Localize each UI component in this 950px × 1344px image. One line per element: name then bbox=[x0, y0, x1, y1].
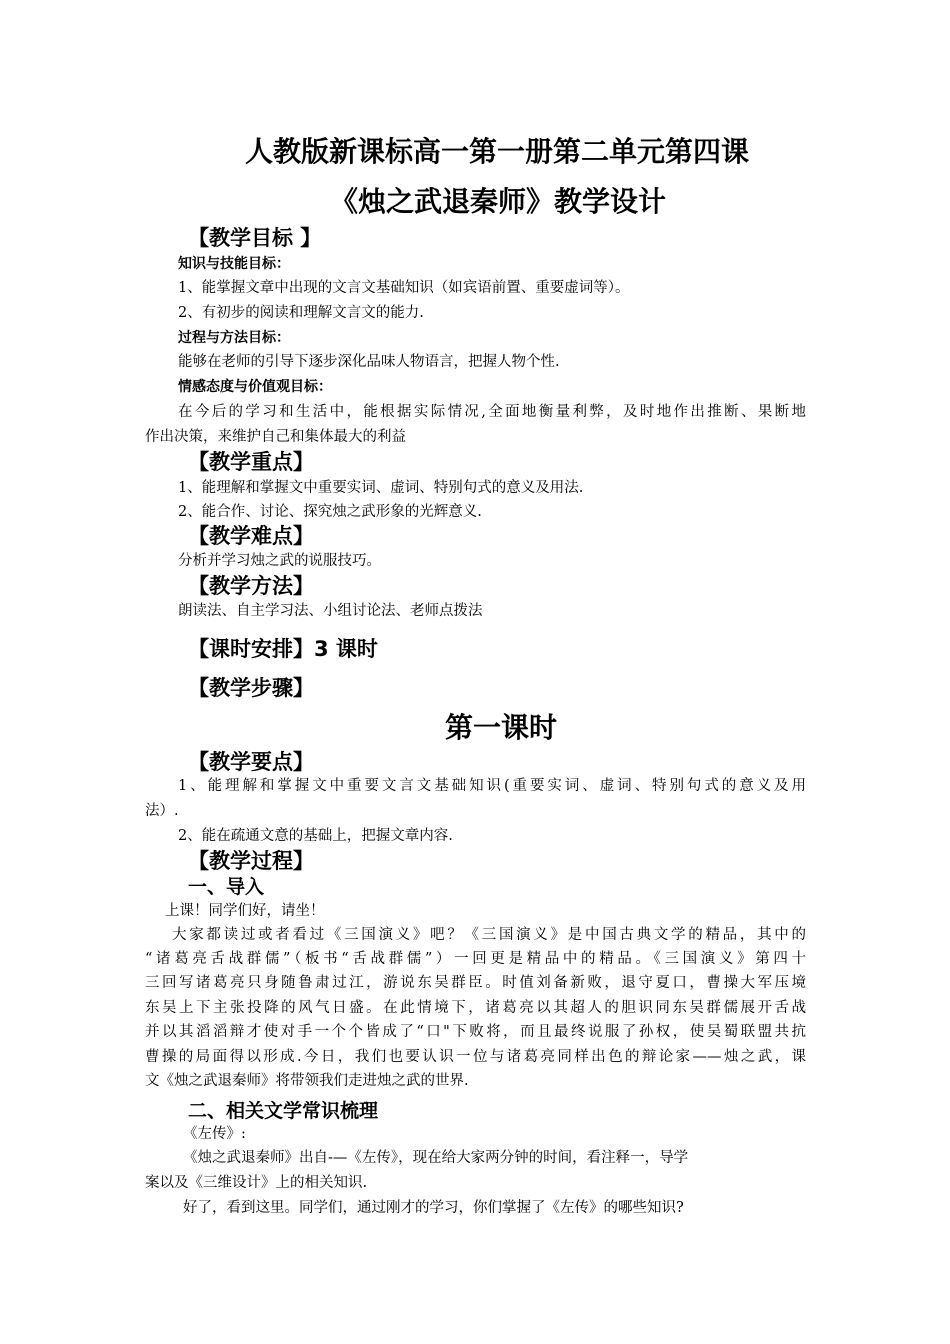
intro-paragraph-line-3: 三回写诸葛亮只身随鲁肃过江，游说东吴群臣。时值刘备新败，退守夏口，曹操大军压境 bbox=[145, 975, 806, 991]
essential-item-1-line-2: 法）. bbox=[145, 803, 179, 819]
knowledge-goal-item-1: 1、能掌握文章中出现的文言文基础知识（如宾语前置、重要虚词等）。 bbox=[178, 280, 630, 296]
steps-heading: 【教学步骤】 bbox=[188, 676, 314, 700]
key-point-item-1: 1、能理解和掌握文中重要实词、虚词、特别句式的意义及用法. bbox=[178, 480, 584, 496]
process-goal-label: 过程与方法目标： bbox=[178, 330, 290, 346]
methods-item-1: 朗读法、自主学习法、小组讨论法、老师点拨法 bbox=[178, 603, 483, 619]
emotion-goal-line-2: 作出决策，来维护自己和集体最大的利益 bbox=[145, 429, 406, 445]
intro-paragraph-line-4: 东吴上下主张投降的风气日盛。在此情境下，诸葛亮以其超人的胆识同东吴群儒展开舌战 bbox=[145, 1000, 806, 1016]
zuozhuan-label: 《左传》: bbox=[183, 1126, 246, 1142]
intro-paragraph-line-7: 文《烛之武退秦师》将带领我们走进烛之武的世界. bbox=[145, 1073, 469, 1089]
essentials-heading: 【教学要点】 bbox=[188, 750, 314, 774]
process-heading: 【教学过程】 bbox=[188, 849, 314, 873]
literature-heading: 二、相关文学常识梳理 bbox=[188, 1100, 379, 1122]
literature-paragraph-1-line-1: 《烛之武退秦师》出自-—《左传》，现在给大家两分钟的时间，看注释一，导学 bbox=[183, 1150, 689, 1166]
knowledge-goal-label: 知识与技能目标： bbox=[178, 256, 290, 272]
difficulty-item-1: 分析并学习烛之武的说服技巧。 bbox=[178, 553, 381, 569]
literature-paragraph-1-line-2: 案以及《三维设计》上的相关知识. bbox=[145, 1175, 368, 1191]
intro-greeting: 上课！同学们好，请坐！ bbox=[165, 903, 325, 919]
key-point-item-2: 2、能合作、讨论、探究烛之武形象的光辉意义. bbox=[178, 504, 482, 520]
emotion-goal-line-1: 在今后的学习和生活中，能根据实际情况,全面地衡量利弊，及时地作出推断、果断地 bbox=[178, 404, 806, 420]
literature-paragraph-2: 好了，看到这里。同学们，通过刚才的学习，你们掌握了《左传》的哪些知识? bbox=[183, 1200, 684, 1216]
intro-paragraph-line-5: 并以其滔滔辩才使对手一个个皆成了“口"下败将，而且最终说服了孙权，使吴蜀联盟共抗 bbox=[145, 1024, 806, 1040]
essential-item-2: 2、能在疏通文意的基础上，把握文章内容. bbox=[178, 828, 453, 844]
intro-heading: 一、导入 bbox=[188, 876, 265, 898]
emotion-goal-label: 情感态度与价值观目标： bbox=[178, 379, 332, 395]
essential-item-1-line-1: 1、能理解和掌握文中重要文言文基础知识(重要实词、虚词、特别句式的意义及用 bbox=[178, 778, 806, 794]
lesson-1-title: 第一课时 bbox=[445, 711, 558, 744]
difficulties-heading: 【教学难点】 bbox=[188, 524, 314, 548]
document-title-line-2: 《烛之武退秦师》教学设计 bbox=[330, 185, 667, 218]
intro-paragraph-line-2: “诸葛亮舌战群儒”（板书“舌战群儒”）一回更是精品中的精品。《三国演义》第四十 bbox=[145, 951, 806, 967]
schedule-heading: 【课时安排】3 课时 bbox=[188, 637, 378, 661]
key-points-heading: 【教学重点】 bbox=[188, 450, 314, 474]
document-title-line-1: 人教版新课标高一第一册第二单元第四课 bbox=[245, 135, 750, 168]
intro-paragraph-line-6: 曹操的局面得以形成.今日，我们也要认识一位与诸葛亮同样出色的辩论家——烛之武，课 bbox=[145, 1049, 806, 1065]
objectives-heading: 【教学目标 】 bbox=[188, 226, 322, 250]
knowledge-goal-item-2: 2、有初步的阅读和理解文言文的能力. bbox=[178, 305, 424, 321]
process-goal-item-1: 能够在老师的引导下逐步深化品味人物语言，把握人物个性. bbox=[178, 354, 560, 370]
intro-paragraph-line-1: 大家都读过或者看过《三国演义》吧？《三国演义》是中国古典文学的精品，其中的 bbox=[172, 927, 806, 943]
methods-heading: 【教学方法】 bbox=[188, 574, 314, 598]
